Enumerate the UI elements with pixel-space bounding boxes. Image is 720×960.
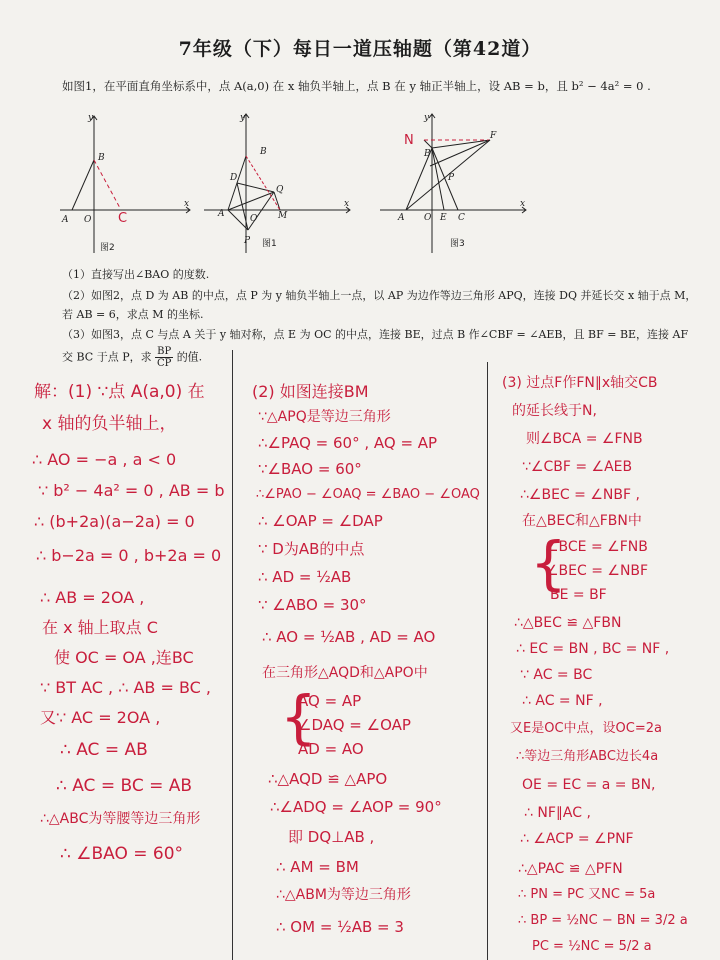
sol1-line-7: ∴ AB = 2OA , — [40, 588, 145, 607]
sol3-line-7: ∠BCE = ∠FNB — [546, 539, 648, 555]
sol3-line-17: ∴ NF∥AC , — [524, 805, 591, 821]
sol3-line-10: ∴△BEC ≌ △FBN — [514, 615, 622, 631]
sol2-line-15: ∴△AQD ≌ △APO — [268, 770, 388, 788]
question-3-line1: （3）如图3，点 C 与点 A 关于 y 轴对称，点 E 为 OC 的中点，连接 BE，过点 B 作∠CBF = ∠AEB，且 BF = BE，连接 AF — [62, 328, 689, 341]
question-3-fraction — [155, 346, 173, 369]
sol1-line-6: ∴ b−2a = 0 , b+2a = 0 — [36, 546, 222, 565]
sol2-line-8: ∴ AD = ½AB — [258, 568, 352, 586]
fig1-y-label: y — [240, 113, 246, 123]
fig3-x-label: x — [520, 199, 526, 209]
fig1-D-label: D — [230, 173, 238, 183]
sol3-line-6: 在△BEC和△FBN中 — [522, 513, 642, 529]
fraction-numerator: BP — [157, 346, 172, 357]
sol2-line-20: ∴ OM = ½AB = 3 — [276, 918, 404, 936]
figure-3 — [372, 108, 532, 258]
sol1-line-13: ∴ AC = BC = AB — [56, 776, 193, 796]
fig2-O-label: O — [84, 215, 92, 225]
sol2-line-6: ∴ ∠OAP = ∠DAP — [258, 512, 383, 530]
sol2-line-13: ∠DAQ = ∠OAP — [298, 716, 411, 734]
fig2-A-label: A — [62, 215, 69, 225]
fig3-C-label: C — [458, 213, 465, 223]
sol2-line-17: 即 DQ⊥AB , — [288, 828, 375, 846]
figure-1 — [202, 108, 357, 258]
sol3-line-3: 则∠BCA = ∠FNB — [526, 431, 643, 447]
sol2-line-10: ∴ AO = ½AB , AD = AO — [262, 628, 436, 646]
column-divider-left — [232, 350, 233, 960]
sol3-line-11: ∴ EC = BN , BC = NF , — [516, 641, 670, 657]
sol2-line-18: ∴ AM = BM — [276, 858, 359, 876]
fig3-O-label: O — [424, 213, 432, 223]
question-2-line2: 若 AB = 6，求点 M 的坐标. — [62, 308, 204, 321]
fig3-F-label: F — [490, 131, 497, 141]
fig3-B-label: B — [424, 149, 431, 159]
sol3-line-14: 又E是OC中点，设OC=2a — [510, 721, 662, 736]
page-title: 7年级（下）每日一道压轴题（第42道） — [178, 38, 542, 60]
sol1-line-4: ∵ b² − 4a² = 0 , AB = b — [38, 481, 225, 500]
sol1-line-12: ∴ AC = AB — [60, 740, 148, 760]
fig1-M-label: M — [278, 211, 288, 221]
sol2-line-5: ∴∠PAO − ∠OAQ = ∠BAO − ∠OAQ — [256, 487, 480, 502]
sol1-line-1: 解：(1) ∵点 A(a,0) 在 — [34, 382, 205, 402]
sol3-line-1: (3) 过点F作FN∥x轴交CB — [502, 375, 658, 391]
sol3-line-20: ∴ PN = PC 又NC = 5a — [518, 887, 656, 902]
fig2-C-label: C — [118, 211, 128, 226]
sol3-system-brace: { — [530, 529, 567, 597]
sol1-line-11: 又∵ AC = 2OA , — [40, 708, 161, 727]
sol3-line-18: ∴ ∠ACP = ∠PNF — [520, 831, 634, 847]
question-1: （1）直接写出∠BAO 的度数. — [62, 268, 210, 281]
question-3-pre: 交 BC 于点 P，求 — [62, 350, 152, 364]
sol3-line-4: ∵∠CBF = ∠AEB — [522, 459, 633, 475]
sol3-line-5: ∴∠BEC = ∠NBF , — [520, 487, 640, 503]
sol1-line-10: ∵ BT AC , ∴ AB = BC , — [40, 678, 211, 697]
fraction-denominator: CP — [156, 358, 172, 369]
column-divider-right — [487, 362, 488, 960]
sol2-line-16: ∴∠ADQ = ∠AOP = 90° — [270, 798, 442, 816]
fig1-O-label: O — [250, 214, 258, 224]
sol1-line-9: 使 OC = OA ,连BC — [54, 648, 194, 667]
fig1-P-label: P — [244, 236, 251, 246]
fig2-caption: 图2 — [100, 243, 115, 253]
sol2-line-7: ∵ D为AB的中点 — [258, 540, 365, 558]
sol2-system-brace: { — [280, 683, 317, 751]
figure-2 — [58, 108, 198, 258]
sol1-line-15: ∴ ∠BAO = 60° — [60, 844, 184, 864]
sol2-line-12: AQ = AP — [298, 692, 362, 710]
fig3-caption: 图3 — [450, 239, 465, 249]
sol3-line-15: ∴等边三角形ABC边长4a — [516, 749, 659, 764]
sol2-line-14: AD = AO — [298, 740, 364, 758]
sol1-line-8: 在 x 轴上取点 C — [42, 618, 158, 637]
sol3-line-8: ∠BEC = ∠NBF — [546, 563, 649, 579]
question-3-line2 — [62, 346, 202, 369]
fig3-E-label: E — [440, 213, 447, 223]
sol2-line-11: 在三角形△AQD和△APO中 — [262, 665, 428, 681]
fig1-A-label: A — [218, 209, 225, 219]
problem-intro: 如图1，在平面直角坐标系中，点 A(a,0) 在 x 轴负半轴上，点 B 在 y 轴正半轴上，设 AB = b，且 b² − 4a² = 0 . — [62, 79, 651, 93]
fig1-Q-label: Q — [276, 185, 284, 195]
sol3-line-21: ∴ BP = ½NC − BN = 3/2 a — [518, 913, 688, 928]
fig1-caption: 图1 — [262, 239, 277, 249]
sol1-line-5: ∴ (b+2a)(a−2a) = 0 — [34, 512, 195, 531]
sol2-line-9: ∵ ∠ABO = 30° — [258, 596, 367, 614]
fig2-B-label: B — [98, 153, 105, 163]
sol3-line-2: 的延长线于N, — [512, 403, 597, 419]
fig2-y-label: y — [88, 113, 94, 123]
fig3-A-label: A — [398, 213, 405, 223]
sol1-line-14: ∴△ABC为等腰等边三角形 — [40, 811, 201, 827]
sol2-line-3: ∴∠PAQ = 60° , AQ = AP — [258, 434, 438, 452]
sol3-line-13: ∴ AC = NF , — [522, 693, 603, 709]
fig3-y-label: y — [424, 113, 430, 123]
sol3-line-9: BE = BF — [550, 587, 607, 603]
sol2-line-19: ∴△ABM为等边三角形 — [276, 887, 411, 903]
sol2-line-2: ∵△APQ是等边三角形 — [258, 409, 391, 425]
fig1-x-label: x — [344, 199, 350, 209]
fig1-B-label: B — [260, 147, 267, 157]
sol3-line-22: PC = ½NC = 5/2 a — [532, 939, 652, 954]
sol3-line-12: ∵ AC = BC — [520, 667, 593, 683]
sol2-line-1: (2) 如图连接BM — [252, 382, 369, 401]
fig2-x-label: x — [184, 199, 190, 209]
sol1-line-2: x 轴的负半轴上， — [42, 414, 177, 434]
sol2-line-4: ∵∠BAO = 60° — [258, 460, 362, 478]
sol3-line-19: ∴△PAC ≌ △PFN — [518, 861, 623, 877]
sol3-line-16: OE = EC = a = BN, — [522, 777, 656, 793]
sol1-line-3: ∴ AO = −a , a < 0 — [32, 450, 177, 469]
question-3-post: 的值. — [176, 350, 203, 364]
fig3-P-label: P — [448, 173, 455, 183]
fig3-N-label: N — [404, 133, 414, 148]
question-2-line1: （2）如图2，点 D 为 AB 的中点，点 P 为 y 轴负半轴上一点，以 AP 为边作等边三角形 APQ，连接 DQ 并延长交 x 轴于点 M， — [62, 289, 697, 302]
